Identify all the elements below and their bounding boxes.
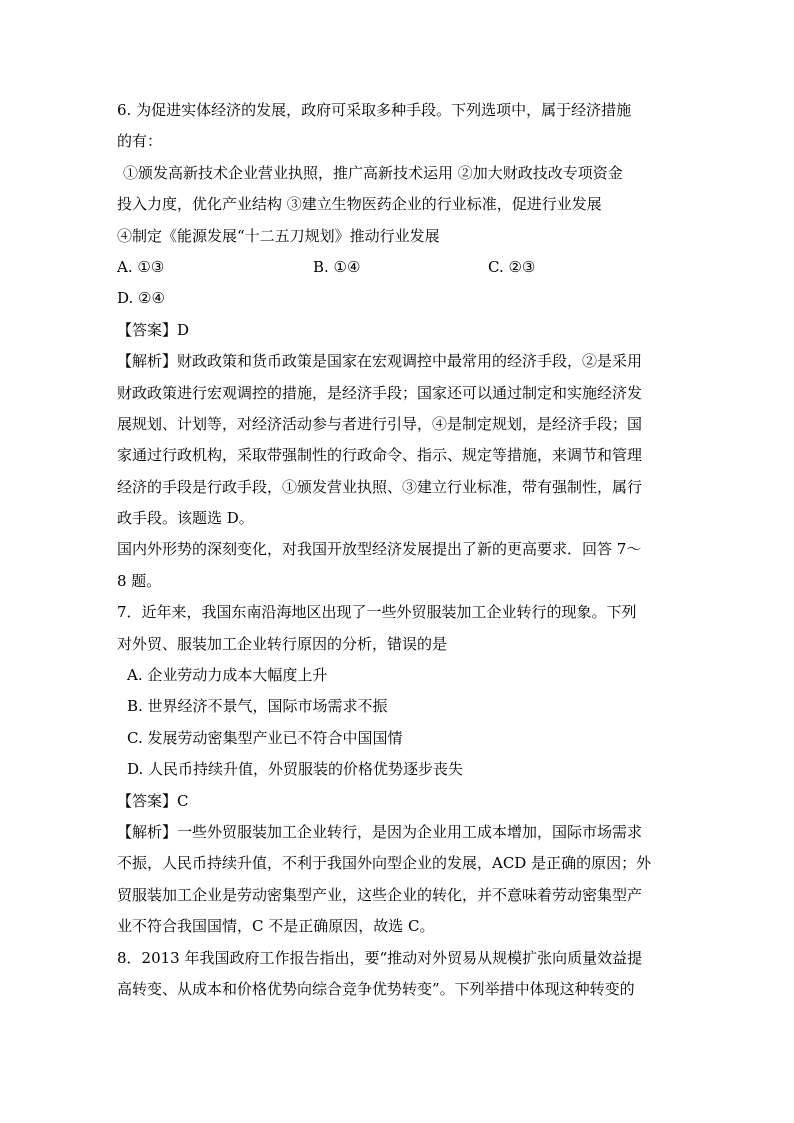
- intro-line-2: 8 题。: [117, 571, 162, 590]
- q6-stem-line-2: 的有：: [117, 132, 163, 151]
- q7-analysis-line: 【解析】一些外贸服装加工企业转行，是因为企业用工成本增加，国际市场需求: [117, 822, 643, 841]
- q8-stem-line-2: 高转变、从成本和价格优势向综合竞争优势转变”。下列举措中体现这种转变的: [117, 979, 635, 998]
- document-page: [117, 95, 680, 1005]
- q6-analysis-line: 经济的手段是行政手段，①颁发营业执照、③建立行业标准，带有强制性，属行: [117, 477, 643, 496]
- q6-analysis-line: 家通过行政机构，采取带强制性的行政命令、指示、规定等措施，来调节和管理: [117, 446, 643, 465]
- intro-line-1: 国内外形势的深刻变化，对我国开放型经济发展提出了新的更高要求．回答 7～: [117, 540, 642, 559]
- q7-option-d: D. 人民币持续升值，外贸服装的价格优势逐步丧失: [127, 760, 464, 779]
- q6-options-row: [117, 252, 680, 283]
- q6-option-c: C. ②③: [488, 257, 536, 276]
- q6-item-line-1: ①颁发高新技术企业营业执照，推广高新技术运用 ②加大财政技改专项资金: [123, 163, 623, 182]
- q6-analysis-line: 【解析】财政政策和货币政策是国家在宏观调控中最常用的经济手段，②是采用: [117, 352, 643, 371]
- q7-option-c: C. 发展劳动密集型产业已不符合中国国情: [127, 728, 403, 747]
- q7-option-a: A. 企业劳动力成本大幅度上升: [127, 666, 328, 685]
- q7-stem-line-1: 7．近年来，我国东南沿海地区出现了一些外贸服装加工企业转行的现象。下列: [117, 603, 637, 622]
- q6-analysis-line: 展规划、计划等，对经济活动参与者进行引导，④是制定规划，是经济手段；国: [117, 414, 643, 433]
- q6-option-b: B. ①④: [313, 257, 361, 276]
- q7-analysis-line: 业不符合我国国情，C 不是正确原因，故选 C。: [117, 917, 435, 936]
- q6-item-line-2: 投入力度，优化产业结构 ③建立生物医药企业的行业标准，促进行业发展: [117, 195, 602, 214]
- q7-analysis-line: 贸服装加工企业是劳动密集型产业，这些企业的转化，并不意味着劳动密集型产: [117, 885, 643, 904]
- q7-answer: 【答案】C: [117, 791, 189, 810]
- q6-stem-line-1: 6. 为促进实体经济的发展，政府可采取多种手段。下列选项中，属于经济措施: [117, 101, 632, 119]
- q8-stem-line-1: 8．2013 年我国政府工作报告指出，要“推动对外贸易从规模扩张向质量效益提: [117, 948, 643, 967]
- q6-analysis-line: 财政政策进行宏观调控的措施，是经济手段；国家还可以通过制定和实施经济发: [117, 383, 643, 402]
- q6-analysis-line: 政手段。该题选 D。: [117, 509, 254, 528]
- q6-item-line-3: ④制定《能源发展“十二五刀规划》推动行业发展: [117, 226, 440, 245]
- q7-option-b: B. 世界经济不景气，国际市场需求不振: [127, 697, 388, 716]
- q7-stem-line-2: 对外贸、服装加工企业转行原因的分析，错误的是: [117, 634, 448, 653]
- q6-option-d: D. ②④: [117, 289, 165, 308]
- q7-analysis-line: 不振，人民币持续升值，不利于我国外向型企业的发展，ACD 是正确的原因；外: [117, 854, 652, 873]
- q6-answer: 【答案】D: [117, 320, 190, 339]
- q6-option-a: A. ①③: [117, 257, 165, 276]
